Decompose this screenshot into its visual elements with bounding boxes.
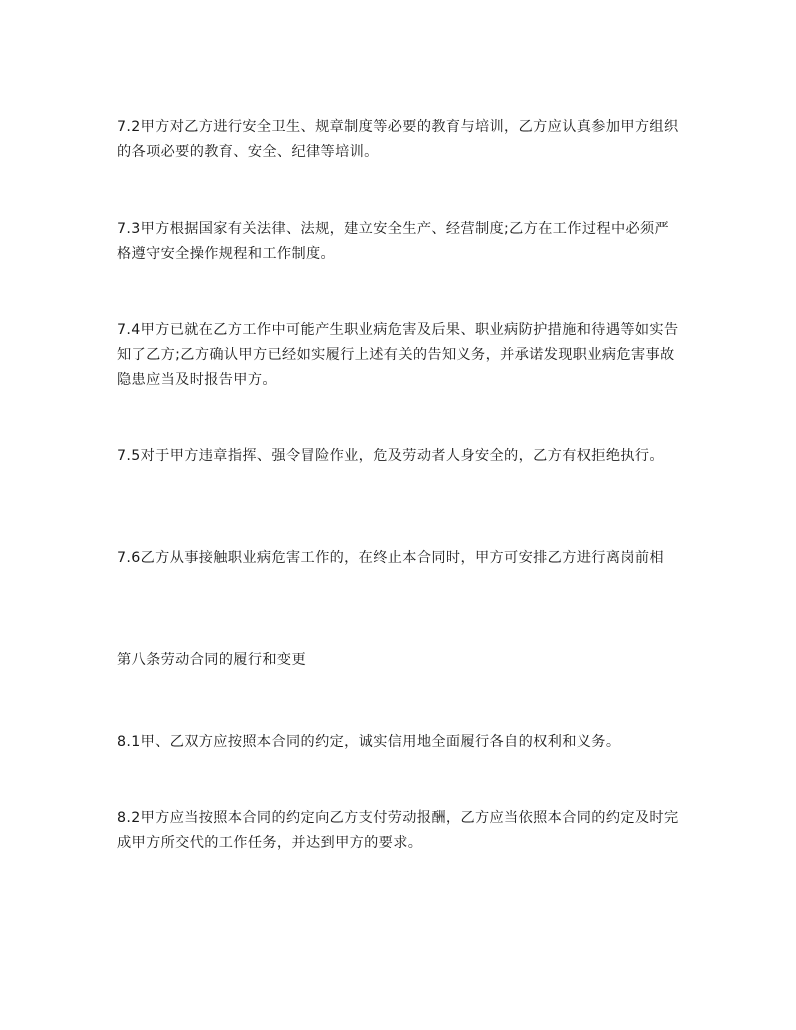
clause-7-2: 7.2甲方对乙方进行安全卫生、规章制度等必要的教育与培训，乙方应认真参加甲方组织的各项必要的教育、安全、纪律等培训。 — [117, 119, 679, 160]
clause-7-5: 7.5对于甲方违章指挥、强令冒险作业，危及劳动者人身安全的，乙方有权拒绝执行。 — [117, 448, 664, 464]
clause-7-3: 7.3甲方根据国家有关法律、法规，建立安全生产、经营制度;乙方在工作过程中必须严格遵守安全操作规程和工作制度。 — [117, 221, 670, 262]
clause-8-2: 8.2甲方应当按照本合同的约定向乙方支付劳动报酬，乙方应当依照本合同的约定及时完成甲方所交代的工作任务，并达到甲方的要求。 — [117, 810, 679, 851]
section-8-heading: 第八条劳动合同的履行和变更 — [117, 652, 306, 668]
clause-7-6: 7.6乙方从事接触职业病危害工作的，在终止本合同时，甲方可安排乙方进行离岗前相 — [117, 550, 664, 566]
clause-7-4: 7.4甲方已就在乙方工作中可能产生职业病危害及后果、职业病防护措施和待遇等如实告知了乙方;乙方确认甲方已经如实履行上述有关的告知义务，并承诺发现职业病危害事故隐患应当及时报告甲方。 — [117, 322, 679, 388]
clause-8-1: 8.1甲、乙双方应按照本合同的约定，诚实信用地全面履行各自的权利和义务。 — [117, 734, 621, 750]
